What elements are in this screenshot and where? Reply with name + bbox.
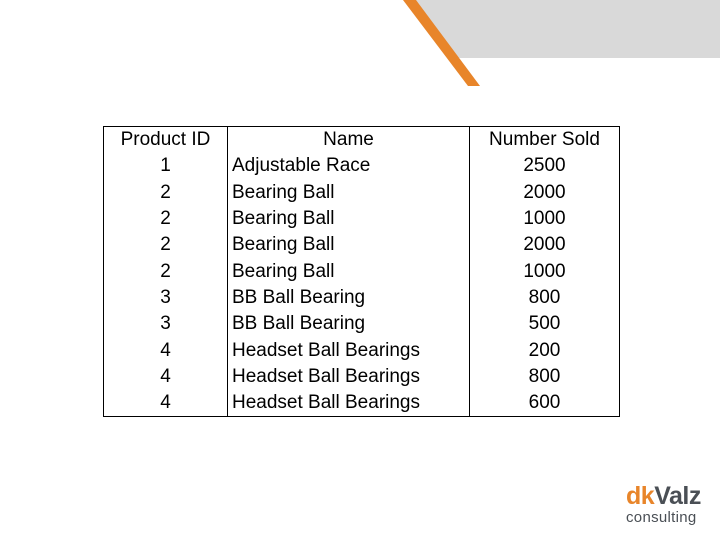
cell-product-id: 4 [104,364,228,390]
cell-number-sold: 2000 [470,232,620,258]
header-product-id: Product ID [104,127,228,154]
cell-product-id: 1 [104,153,228,179]
table-row [104,153,620,179]
cell-product-id: 2 [104,206,228,232]
cell-name: Headset Ball Bearings [228,364,470,390]
cell-product-id: 3 [104,285,228,311]
cell-product-id: 3 [104,311,228,337]
gray-panel-shape [415,0,720,58]
cell-number-sold: 800 [470,364,620,390]
cell-name: Adjustable Race [228,153,470,179]
cell-number-sold: 600 [470,390,620,417]
cell-number-sold: 2000 [470,180,620,206]
cell-name: Bearing Ball [228,180,470,206]
header-name: Name [228,127,470,154]
table-row [104,285,620,311]
table-header-row [104,127,620,154]
cell-product-id: 4 [104,390,228,417]
cell-number-sold: 500 [470,311,620,337]
table-row [104,258,620,284]
cell-name: Bearing Ball [228,206,470,232]
product-sales-table [103,126,620,417]
cell-number-sold: 2500 [470,153,620,179]
cell-name: BB Ball Bearing [228,285,470,311]
cell-number-sold: 1000 [470,206,620,232]
cell-product-id: 4 [104,337,228,363]
table-row [104,311,620,337]
cell-name: Headset Ball Bearings [228,337,470,363]
header-number-sold: Number Sold [470,127,620,154]
cell-name: Headset Ball Bearings [228,390,470,417]
logo-brand-dk: dk [626,482,655,510]
cell-name: BB Ball Bearing [228,311,470,337]
table-row [104,390,620,417]
table-row [104,206,620,232]
table-row [104,232,620,258]
cell-number-sold: 800 [470,285,620,311]
table-body [104,153,620,416]
cell-name: Bearing Ball [228,258,470,284]
cell-name: Bearing Ball [228,232,470,258]
logo-brand [626,482,706,510]
cell-product-id: 2 [104,258,228,284]
cell-product-id: 2 [104,232,228,258]
table-row [104,337,620,363]
logo-brand-valz: Valz [654,482,701,510]
cell-product-id: 2 [104,180,228,206]
corner-decoration [0,0,720,100]
logo-subtitle: consulting [626,509,697,526]
cell-number-sold: 1000 [470,258,620,284]
cell-number-sold: 200 [470,337,620,363]
table-row [104,180,620,206]
dkvalz-logo [626,482,706,530]
table-row [104,364,620,390]
